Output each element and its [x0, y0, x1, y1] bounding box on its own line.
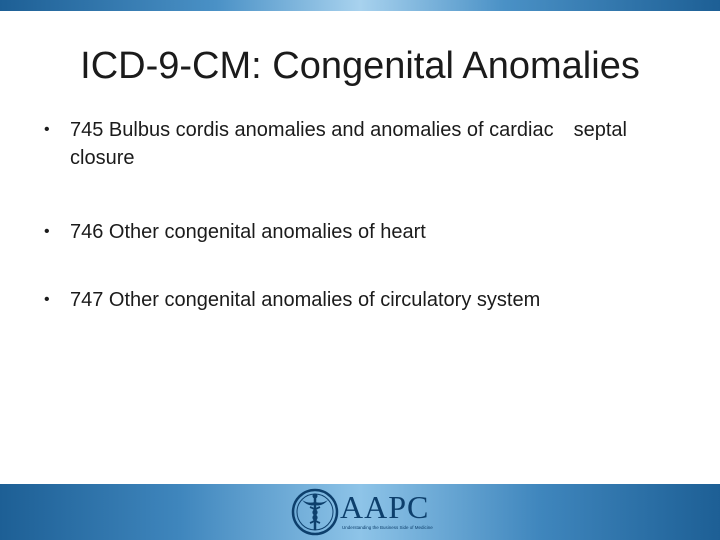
aapc-logo: [290, 487, 440, 537]
bullet-item: [44, 116, 720, 172]
bullet-text-tail: septal: [573, 119, 627, 141]
bullet-text: 745 Bulbus cordis anomalies and anomalies of cardiac: [70, 119, 554, 141]
bullet-dot: •: [44, 291, 50, 308]
bullet-text-continuation: closure: [70, 147, 135, 169]
slide-title: ICD-9-CM: Congenital Anomalies: [80, 45, 640, 87]
logo-tagline: Understanding the Business Side of Medicine: [342, 525, 433, 530]
bullet-item: [44, 286, 720, 314]
bullet-item: [44, 218, 720, 246]
caduceus-icon: [290, 487, 340, 537]
bullet-dot: •: [44, 121, 50, 138]
top-accent-bar: [0, 0, 720, 11]
bullet-text: 747 Other congenital anomalies of circulatory system: [70, 289, 541, 311]
bullet-text: 746 Other congenital anomalies of heart: [70, 221, 426, 243]
logo-wordmark: AAPC: [340, 489, 430, 525]
bullet-dot: •: [44, 223, 50, 240]
